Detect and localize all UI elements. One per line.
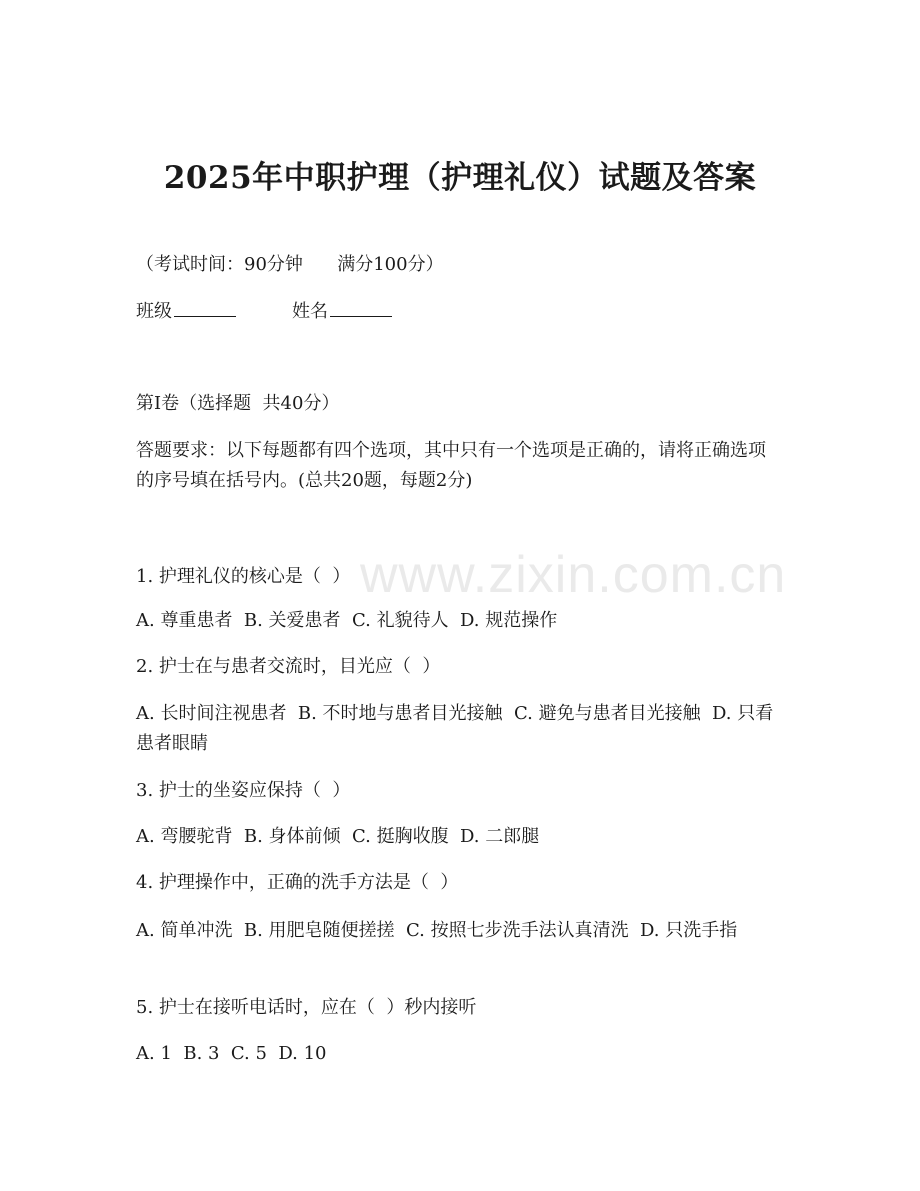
question-options: A. 长时间注视患者 B. 不时地与患者目光接触 C. 避免与患者目光接触 D. 只看患者眼睛 bbox=[136, 703, 774, 754]
section-title: 第I卷（选择题 共40分） bbox=[136, 393, 340, 414]
question-stem: 5. 护士在接听电话时，应在（ ）秒内接听 bbox=[136, 997, 477, 1018]
student-info-row bbox=[136, 298, 780, 326]
class-blank bbox=[174, 298, 236, 317]
name-blank bbox=[330, 298, 392, 317]
question-stem: 1. 护理礼仪的核心是（ ） bbox=[136, 566, 351, 587]
question-stem: 2. 护士在与患者交流时，目光应（ ） bbox=[136, 656, 441, 677]
question-options: A. 简单冲洗 B. 用肥皂随便搓搓 C. 按照七步洗手法认真清洗 D. 只洗手指 bbox=[136, 920, 738, 941]
question-options: A. 尊重患者 B. 关爱患者 C. 礼貌待人 D. 规范操作 bbox=[136, 610, 558, 631]
question-stem: 4. 护理操作中，正确的洗手方法是（ ） bbox=[136, 872, 459, 893]
name-label: 姓名 bbox=[292, 301, 328, 322]
class-label: 班级 bbox=[136, 301, 172, 322]
question-options: A. 弯腰驼背 B. 身体前倾 C. 挺胸收腹 D. 二郎腿 bbox=[136, 826, 540, 847]
site-watermark: www.zixin.com.cn bbox=[360, 546, 787, 604]
document-title: 2025年中职护理（护理礼仪）试题及答案 bbox=[163, 160, 757, 196]
exam-info: （考试时间：90分钟 满分100分） bbox=[136, 254, 444, 275]
question-stem: 3. 护士的坐姿应保持（ ） bbox=[136, 780, 351, 801]
question-options: A. 1 B. 3 C. 5 D. 10 bbox=[136, 1043, 327, 1064]
instructions: 答题要求：以下每题都有四个选项，其中只有一个选项是正确的，请将正确选项的序号填在括号内。(总共20题，每题2分) bbox=[136, 440, 766, 491]
